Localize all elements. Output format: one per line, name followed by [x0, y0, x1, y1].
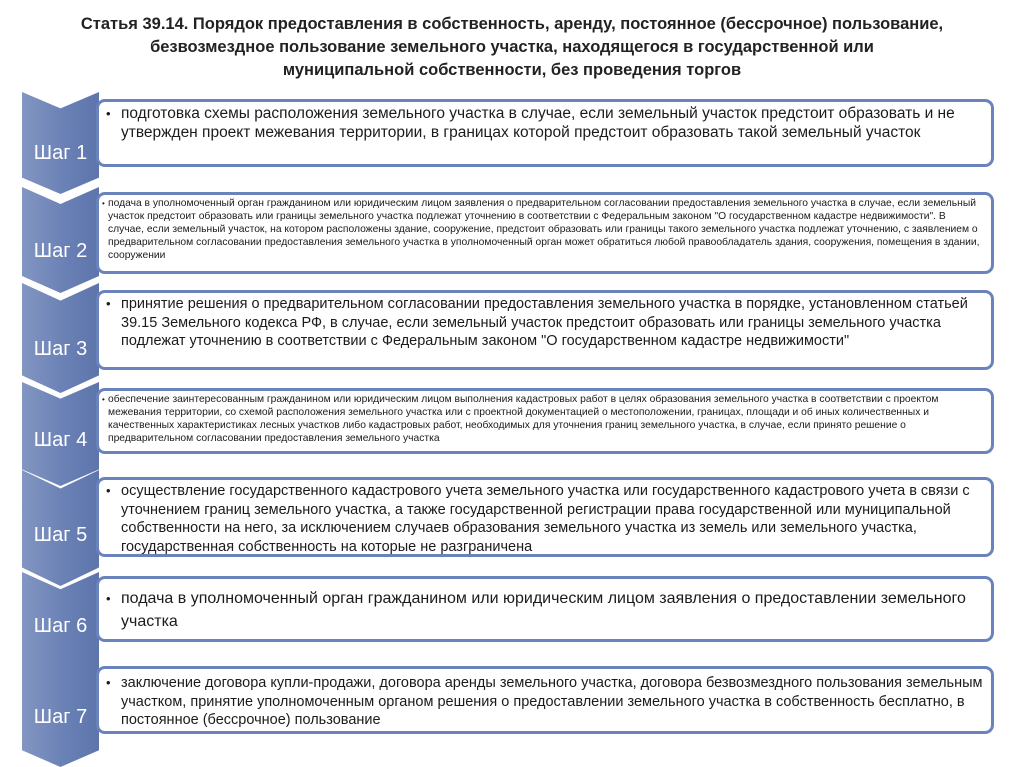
step-4-box — [96, 388, 994, 454]
step-7-box — [96, 666, 994, 734]
step-6-bullet: • — [106, 591, 111, 606]
title-line-2: безвозмездное пользование земельного участка, находящегося в государственной или — [150, 38, 874, 56]
step-1-bullet: • — [106, 106, 111, 121]
title-line-3: муниципальной собственности, без проведения торгов — [282, 61, 742, 79]
title-line-1: Статья 39.14. Порядок предоставления в собственность, аренду, постоянное (бессрочное) пользование, — [80, 15, 944, 33]
step-1-text: подготовка схемы расположения земельного участка в случае, если земельный участок предстоит образовать и не утвержден проект межевания территории, в границах которой предстоит образовать такой земельный участок — [121, 105, 955, 141]
page-title — [40, 13, 984, 82]
step-7-bullet: • — [106, 675, 111, 690]
step-3-box — [96, 290, 994, 370]
step-1-box — [96, 99, 994, 167]
step-6-box — [96, 576, 994, 642]
step-4-text: обеспечение заинтересованным гражданином или юридическим лицом выполнения кадастровых работ в целях образования земельного участка в соответствии с проектом межевания территории, со схемой расположения земельного участка или с проектной документацией о местоположении, границах, площади и об иных количественных и качественных характеристиках лесных участков либо кадастровых работ, необходимых для уточнения границ земельного участка, в случае, если принято решение о предварительном согласовании предоставления земельного участка — [108, 394, 939, 444]
step-2-bullet: • — [102, 199, 105, 208]
step-7-text: заключение договора купли-продажи, договора аренды земельного участка, договора безвозмездного пользования земельным участком, принятие уполномоченным органом решения о предоставлении земельного участка в собственность бесплатно, в постоянное (бессрочное) пользование — [121, 675, 983, 728]
step-4-bullet: • — [102, 395, 105, 404]
step-4-label: Шаг 4 — [33, 429, 88, 451]
step-3-bullet: • — [106, 296, 111, 311]
step-5-bullet: • — [106, 483, 111, 498]
step-3-label: Шаг 3 — [33, 338, 88, 360]
step-7-label: Шаг 7 — [33, 706, 88, 728]
step-5-label: Шаг 5 — [33, 524, 88, 546]
step-5-text: осуществление государственного кадастрового учета земельного участка или государственного кадастрового учета в связи с уточнением границ земельного участка, а также государственной регистрации права государственной или муниципальной собственности на него, за исключением случаев образования земельного участка из земель или земельного участка, государственная собственность на которые не разграничена — [121, 483, 970, 555]
step-2-label: Шаг 2 — [33, 240, 88, 262]
step-1-label: Шаг 1 — [33, 142, 88, 164]
step-6-label: Шаг 6 — [33, 615, 88, 637]
step-6-text: подача в уполномоченный орган гражданином или юридическим лицом заявления о предоставлении земельного участка — [121, 590, 966, 630]
step-2-box — [96, 192, 994, 274]
step-3-text: принятие решения о предварительном согласовании предоставления земельного участка в порядке, установленном статьей 39.15 Земельного кодекса РФ, в случае, если земельный участок предстоит образовать или границы земельного участка подлежат уточнению в соответствии с Федеральным законом "О государственном кадастре недвижимости" — [121, 296, 968, 349]
step-5-box — [96, 477, 994, 557]
step-2-text: подача в уполномоченный орган гражданином или юридическим лицом заявления о предварительном согласовании предоставления земельного участка в случае, если земельный участок предстоит образовать или границы земельного участка подлежат уточнению в соответствии с Федеральным законом "О государственном кадастре недвижимости". В случае, если земельный участок, на котором расположены здание, сооружение, предстоит образовать или границы такого земельного участка подлежат уточнению, с заявлением о предварительном согласовании предоставления земельного участка в уполномоченный орган может обратиться любой правообладатель здания, сооружения, помещения в здании, сооружении — [108, 198, 980, 261]
